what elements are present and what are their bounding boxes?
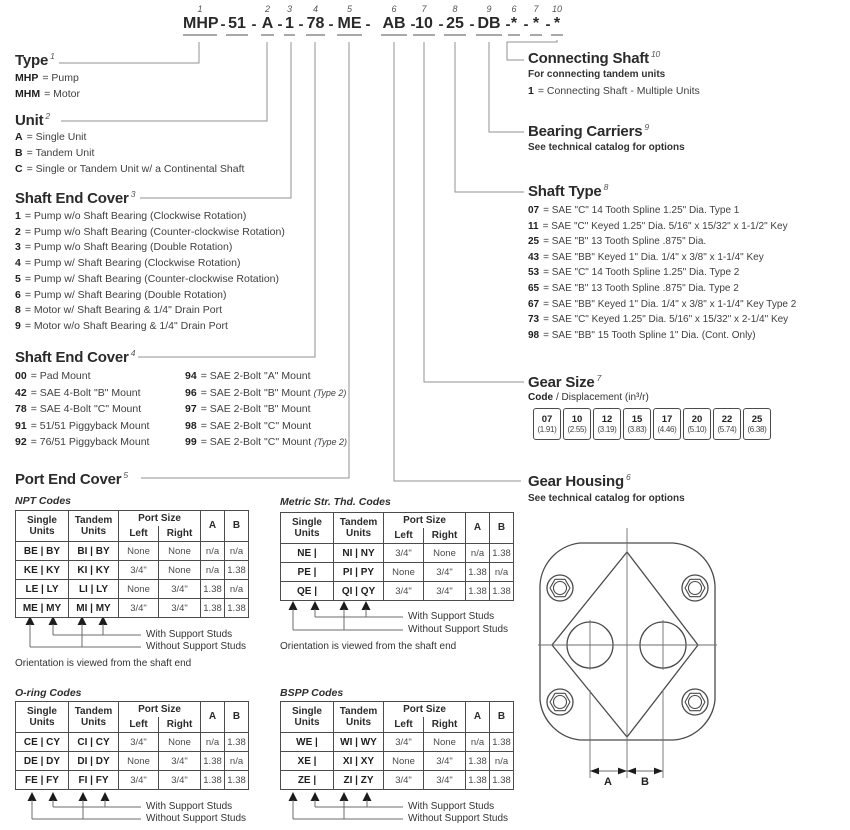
section-title-type: Type $^1$ [15, 51, 55, 69]
with-support-studs-label: With Support Studs [408, 801, 495, 812]
code-item: 92 = 76/51 Piggyback Mount [15, 436, 150, 448]
code-value: DB [476, 15, 502, 36]
code-item: 42 = SAE 4-Bolt "B" Mount [15, 386, 141, 399]
code-value: 78 [306, 15, 325, 36]
without-support-studs-label: Without Support Studs [408, 813, 509, 824]
footnote-number: 10 [551, 4, 562, 14]
code-item: 98 = SAE 2-Bolt "C" Mount [185, 419, 312, 432]
footnote-number: 1 [197, 4, 203, 14]
footnote-number: 6 [391, 4, 397, 14]
section-title-bearing-carriers: Bearing Carriers $^9$ [528, 122, 649, 140]
shaft-end-cover-4-col2 [185, 368, 347, 451]
footnote-number: 3 [286, 4, 292, 14]
code-item: 94 = SAE 2-Bolt "A" Mount [185, 370, 311, 382]
model-code-segment [530, 3, 551, 36]
dimension-b-label: B [641, 776, 649, 788]
code-item: 78 = SAE 4-Bolt "C" Mount [15, 403, 142, 415]
code-value: ME [337, 15, 362, 36]
code-value: 1 [284, 15, 295, 36]
section-title-gear-housing: Gear Housing $^6$ [528, 472, 631, 490]
bspp-codes-label: BSPP Codes [280, 687, 344, 699]
code-item: 73 = SAE "C" Keyed 1.25" Dia. 5/16" x 15/32" x 2-1/4" Key [528, 314, 789, 326]
table-row: WE | WI | WY 3/4" None n/a 1.38 [281, 733, 514, 752]
code-item: MHM = Motor [15, 88, 80, 100]
shaft-end-cover-3-items [15, 209, 285, 335]
section-title-unit: Unit $^2$ [15, 111, 50, 129]
table-row: QE | QI | QY 3/4" 3/4" 1.38 1.38 [281, 582, 514, 601]
footnote-number: 7 [533, 4, 539, 14]
section-title-shaft-end-cover-3: Shaft End Cover $^3$ [15, 189, 136, 207]
gear-size-cell: 15 (3.83) [623, 408, 651, 440]
model-code-segment [413, 3, 444, 36]
table-row: ME | MY MI | MY 3/4" 3/4" 1.38 1.38 [16, 599, 249, 618]
model-code-segment [226, 3, 257, 36]
col-port-size: Port Size [119, 511, 201, 527]
footnote-number: 5 [346, 4, 352, 14]
code-item: 3 = Pump w/o Shaft Bearing (Double Rotation) [15, 241, 233, 254]
with-support-studs-label: With Support Studs [146, 801, 233, 812]
code-item: 4 = Pump w/ Shaft Bearing (Clockwise Rotation) [15, 257, 241, 270]
table-row: KE | KY KI | KY 3/4" None n/a 1.38 [16, 561, 249, 580]
code-separator: - [505, 16, 511, 33]
code-item: 07 = SAE "C" 14 Tooth Spline 1.25" Dia. Type 1 [528, 205, 740, 216]
npt-codes-label: NPT Codes [15, 495, 72, 507]
shaft-end-cover-4-col1 [15, 368, 149, 451]
code-item: 67 = SAE "BB" Keyed 1" Dia. 1/4" x 3/8" x 1-1/4" Key Type 2 [528, 298, 797, 310]
footnote-number: 9 [486, 4, 492, 14]
model-code-segment [444, 3, 475, 36]
code-separator: - [410, 16, 416, 33]
code-separator: - [545, 16, 551, 33]
bearing-carriers-subtitle: See technical catalog for options [528, 142, 685, 153]
code-separator: - [365, 16, 371, 33]
table-row: XE | XI | XY None 3/4" 1.38 n/a [281, 752, 514, 771]
code-item: 6 = Pump w/ Shaft Bearing (Double Rotation) [15, 288, 227, 301]
code-item: 00 = Pad Mount [15, 370, 91, 382]
code-separator: - [251, 16, 257, 33]
footnote-number: 7 [421, 4, 427, 14]
code-item: 65 = SAE "B" 13 Tooth Spline .875" Dia. Type 2 [528, 282, 739, 294]
code-item: MHP = Pump [15, 72, 79, 84]
npt-table [15, 510, 249, 618]
table-row: LE | LY LI | LY None 3/4" 1.38 n/a [16, 580, 249, 599]
model-code-segment [306, 3, 334, 36]
section-title-connecting-shaft: Connecting Shaft $^{10}$ [528, 49, 661, 67]
gear-size-cells [533, 408, 771, 440]
model-code [0, 3, 850, 45]
code-separator: - [438, 16, 444, 33]
section-title-gear-size: Gear Size $^7$ [528, 373, 602, 391]
table-row: DE | DY DI | DY None 3/4" 1.38 n/a [16, 752, 249, 771]
code-item: 1 = Pump w/o Shaft Bearing (Clockwise Rotation) [15, 210, 247, 222]
model-code-segment [508, 3, 529, 36]
table-row: CE | CY CI | CY 3/4" None n/a 1.38 [16, 733, 249, 752]
code-value: 25 [444, 15, 466, 36]
code-item: 43 = SAE "BB" Keyed 1" Dia. 1/4" x 3/8" x 1-1/4" Key [528, 251, 764, 263]
without-support-studs-label: Without Support Studs [146, 813, 247, 824]
col-b: B [225, 511, 249, 542]
model-code-segment [337, 3, 371, 36]
code-item: 5 = Pump w/ Shaft Bearing (Counter-clockwise Rotation) [15, 272, 279, 285]
table-row: NE | NI | NY 3/4" None n/a 1.38 [281, 544, 514, 563]
gear-housing-subtitle: See technical catalog for options [528, 493, 685, 504]
bspp-table: Single Units Tandem Units Port Size A B Left Right WE | WI | WY 3/4" None n/a 1.38 XE | XI | XY None 3/4" 1.38 n/a ZE | ZI | ZY 3/4" 3/4" 1.38 1.38 [280, 701, 514, 790]
connecting-shaft-items [528, 83, 700, 99]
col-a: A [201, 511, 225, 542]
with-support-studs-label: With Support Studs [408, 611, 495, 622]
code-item: 2 = Pump w/o Shaft Bearing (Counter-clockwise Rotation) [15, 225, 285, 238]
code-item: 25 = SAE "B" 13 Tooth Spline .875" Dia. [528, 236, 707, 248]
gear-size-cell: 07 (1.91) [533, 408, 561, 440]
oring-codes-label: O-ring Codes [15, 687, 82, 699]
table-row: BE | BY BI | BY None None n/a n/a [16, 542, 249, 561]
code-item: 98 = SAE "BB" 15 Tooth Spline 1" Dia. (Cont. Only) [528, 329, 756, 341]
dimension-a-label: A [604, 776, 612, 788]
col-single: Single Units [16, 511, 69, 542]
code-item: 8 = Motor w/ Shaft Bearing & 1/4" Drain Port [15, 304, 223, 317]
code-value: * [551, 15, 563, 36]
col-left: Left [119, 526, 159, 542]
code-item: 9 = Motor w/o Shaft Bearing & 1/4" Drain Port [15, 319, 228, 332]
orientation-note: Orientation is viewed from the shaft end [15, 658, 192, 669]
oring-table: Single Units Tandem Units Port Size A B Left Right CE | CY CI | CY 3/4" None n/a 1.38 DE | DY DI | DY None 3/4" 1.38 n/a FE | FY FI | FY 3/4" 3/4" 1.38 1.38 [15, 701, 249, 790]
metric-codes-label: Metric Str. Thd. Codes [280, 496, 391, 508]
footnote-number: 4 [312, 4, 318, 14]
code-separator: - [298, 16, 304, 33]
code-item: 11 = SAE "C" Keyed 1.25" Dia. 5/16" x 15/32" x 1-1/2" Key [528, 220, 788, 232]
footnote-number [226, 3, 248, 15]
code-separator: - [220, 16, 226, 33]
unit-items [15, 129, 244, 177]
gear-size-cell: 10 (2.55) [563, 408, 591, 440]
gear-size-cell: 17 (4.46) [653, 408, 681, 440]
code-item: 97 = SAE 2-Bolt "B" Mount [185, 403, 311, 415]
footnote-number: 2 [264, 4, 270, 14]
code-item: 53 = SAE "C" 14 Tooth Spline 1.25" Dia. Type 2 [528, 267, 740, 279]
table-row: PE | PI | PY None 3/4" 1.38 n/a [281, 563, 514, 582]
code-separator: - [328, 16, 334, 33]
shaft-type-items [528, 203, 796, 343]
col-tandem: Tandem Units [69, 511, 119, 542]
gear-size-cell: 12 (3.19) [593, 408, 621, 440]
gear-size-cell: 25 (6.38) [743, 408, 771, 440]
code-value: A [261, 15, 274, 36]
code-item: A = Single Unit [15, 131, 87, 143]
code-separator: - [469, 16, 475, 33]
code-item: 1 = Connecting Shaft - Multiple Units [528, 85, 700, 97]
type-items [15, 70, 80, 102]
code-item: C = Single or Tandem Unit w/ a Continental Shaft [15, 163, 245, 175]
gear-size-cell: 20 (5.10) [683, 408, 711, 440]
model-code-segment [551, 3, 563, 36]
orientation-note: Orientation is viewed from the shaft end [280, 641, 457, 652]
code-item: 96 = SAE 2-Bolt "B" Mount (Type 2) [185, 386, 347, 399]
without-support-studs-label: Without Support Studs [146, 641, 247, 652]
without-support-studs-label: Without Support Studs [408, 624, 509, 635]
code-item: B = Tandem Unit [15, 147, 95, 159]
model-code-segment [183, 3, 226, 36]
section-title-shaft-type: Shaft Type $^8$ [528, 182, 609, 200]
section-title-port-end-cover: Port End Cover $^5$ [15, 470, 128, 488]
with-support-studs-label: With Support Studs [146, 629, 233, 640]
code-separator: - [277, 16, 283, 33]
code-item: 99 = SAE 2-Bolt "C" Mount (Type 2) [185, 436, 347, 448]
section-title-shaft-end-cover-4: Shaft End Cover $^4$ [15, 348, 136, 366]
code-value: * [530, 15, 542, 36]
gear-size-subtitle: Code / Displacement (in³/r) [528, 392, 649, 403]
model-code-segment [261, 3, 283, 36]
code-value: MHP [183, 15, 217, 36]
code-value: AB [381, 15, 407, 36]
code-separator: - [523, 16, 529, 33]
gear-size-cell: 22 (5.74) [713, 408, 741, 440]
col-right: Right [159, 526, 201, 542]
model-code-segment [284, 3, 304, 36]
code-item: 91 = 51/51 Piggyback Mount [15, 419, 150, 432]
code-value: 51 [226, 15, 248, 36]
footnote-number: 8 [452, 4, 458, 14]
model-code-segment [476, 3, 511, 36]
footnote-number: 6 [511, 4, 517, 14]
connecting-shaft-subtitle: For connecting tandem units [528, 69, 666, 80]
code-value: 10 [413, 15, 435, 36]
code-value: * [508, 15, 520, 36]
table-row: ZE | ZI | ZY 3/4" 3/4" 1.38 1.38 [281, 771, 514, 790]
metric-table: Single Units Tandem Units Port Size A B Left Right NE | NI | NY 3/4" None n/a 1.38 PE | PI | PY None 3/4" 1.38 n/a QE | QI | QY 3/4" 3/4" 1.38 1.38 [280, 512, 514, 601]
model-code-segment [381, 3, 416, 36]
table-row: FE | FY FI | FY 3/4" 3/4" 1.38 1.38 [16, 771, 249, 790]
